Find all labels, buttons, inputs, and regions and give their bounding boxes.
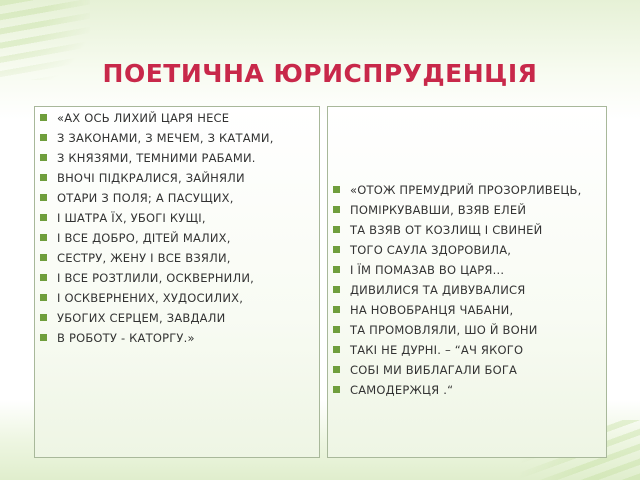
list-item-text: НА НОВОБРАНЦЯ ЧАБАНИ, bbox=[350, 303, 514, 317]
square-bullet-icon bbox=[40, 314, 47, 321]
square-bullet-icon bbox=[40, 214, 47, 221]
square-bullet-icon bbox=[333, 266, 340, 273]
list-item-text: «АХ ОСЬ ЛИХИЙ ЦАРЯ НЕСЕ bbox=[57, 111, 230, 125]
list-item-text: І ОСКВЕРНЕНИХ, ХУДОСИЛИХ, bbox=[57, 291, 244, 305]
square-bullet-icon bbox=[333, 326, 340, 333]
square-bullet-icon bbox=[40, 274, 47, 281]
list-item bbox=[328, 303, 604, 317]
list-item-text: ТАКІ НЕ ДУРНІ. – “АЧ ЯКОГО bbox=[350, 343, 524, 357]
list-item-text: З ЗАКОНАМИ, З МЕЧЕМ, З КАТАМИ, bbox=[57, 131, 274, 145]
square-bullet-icon bbox=[333, 386, 340, 393]
list-item-text: УБОГИХ СЕРЦЕМ, ЗАВДАЛИ bbox=[57, 311, 226, 325]
list-item bbox=[35, 171, 315, 185]
square-bullet-icon bbox=[40, 234, 47, 241]
list-item-text: СЕСТРУ, ЖЕНУ І ВСЕ ВЗЯЛИ, bbox=[57, 251, 231, 265]
list-item bbox=[35, 231, 315, 245]
list-item bbox=[328, 323, 604, 337]
list-item bbox=[35, 131, 315, 145]
list-item bbox=[35, 311, 315, 325]
square-bullet-icon bbox=[40, 134, 47, 141]
square-bullet-icon bbox=[40, 294, 47, 301]
list-item-text: ВНОЧІ ПІДКРАЛИСЯ, ЗАЙНЯЛИ bbox=[57, 171, 245, 185]
square-bullet-icon bbox=[333, 286, 340, 293]
list-item bbox=[328, 283, 604, 297]
list-item bbox=[35, 111, 315, 125]
list-item bbox=[35, 331, 315, 345]
list-item bbox=[328, 343, 604, 357]
square-bullet-icon bbox=[40, 254, 47, 261]
list-item bbox=[328, 183, 604, 197]
list-item-text: З КНЯЗЯМИ, ТЕМНИМИ РАБАМИ. bbox=[57, 151, 256, 165]
square-bullet-icon bbox=[333, 246, 340, 253]
list-item-text: ОТАРИ З ПОЛЯ; А ПАСУЩИХ, bbox=[57, 191, 234, 205]
square-bullet-icon bbox=[40, 114, 47, 121]
square-bullet-icon bbox=[333, 346, 340, 353]
list-item bbox=[328, 383, 604, 397]
list-item-text: ТА ПРОМОВЛЯЛИ, ШО Й ВОНИ bbox=[350, 323, 538, 337]
list-item bbox=[328, 263, 604, 277]
square-bullet-icon bbox=[333, 206, 340, 213]
list-item bbox=[328, 363, 604, 377]
list-item bbox=[35, 251, 315, 265]
left-text-box bbox=[34, 106, 320, 458]
list-item-text: ТА ВЗЯВ ОТ КОЗЛИЩ І СВИНЕЙ bbox=[350, 223, 543, 237]
square-bullet-icon bbox=[40, 174, 47, 181]
square-bullet-icon bbox=[333, 366, 340, 373]
list-item-text: ТОГО САУЛА ЗДОРОВИЛА, bbox=[350, 243, 512, 257]
list-item bbox=[35, 211, 315, 225]
list-item-text: І ЇМ ПОМАЗАВ ВО ЦАРЯ... bbox=[350, 263, 505, 277]
list-item bbox=[328, 223, 604, 237]
list-item-text: «ОТОЖ ПРЕМУДРИЙ ПРОЗОРЛИВЕЦЬ, bbox=[350, 183, 582, 197]
list-item bbox=[35, 151, 315, 165]
list-item-text: СОБІ МИ ВИБЛАГАЛИ БОГА bbox=[350, 363, 518, 377]
list-item-text: І ВСЕ ДОБРО, ДІТЕЙ МАЛИХ, bbox=[57, 231, 231, 245]
square-bullet-icon bbox=[40, 334, 47, 341]
square-bullet-icon bbox=[333, 186, 340, 193]
list-item-text: ДИВИЛИСЯ ТА ДИВУВАЛИСЯ bbox=[350, 283, 526, 297]
list-item bbox=[35, 191, 315, 205]
list-item bbox=[328, 243, 604, 257]
square-bullet-icon bbox=[40, 154, 47, 161]
list-item bbox=[35, 271, 315, 285]
slide-title: ПОЕТИЧНА ЮРИСПРУДЕНЦІЯ bbox=[102, 59, 538, 88]
list-item-text: ПОМІРКУВАВШИ, ВЗЯВ ЕЛЕЙ bbox=[350, 203, 527, 217]
right-bullet-list bbox=[328, 183, 604, 403]
right-text-box bbox=[327, 106, 607, 458]
square-bullet-icon bbox=[333, 226, 340, 233]
list-item-text: САМОДЕРЖЦЯ .“ bbox=[350, 383, 454, 397]
left-bullet-list bbox=[35, 111, 315, 351]
square-bullet-icon bbox=[333, 306, 340, 313]
square-bullet-icon bbox=[40, 194, 47, 201]
list-item bbox=[35, 291, 315, 305]
list-item bbox=[328, 203, 604, 217]
list-item-text: І ШАТРА ЇХ, УБОГІ КУЩІ, bbox=[57, 211, 206, 225]
list-item-text: І ВСЕ РОЗТЛИЛИ, ОСКВЕРНИЛИ, bbox=[57, 271, 254, 285]
list-item-text: В РОБОТУ - КАТОРГУ.» bbox=[57, 331, 195, 345]
